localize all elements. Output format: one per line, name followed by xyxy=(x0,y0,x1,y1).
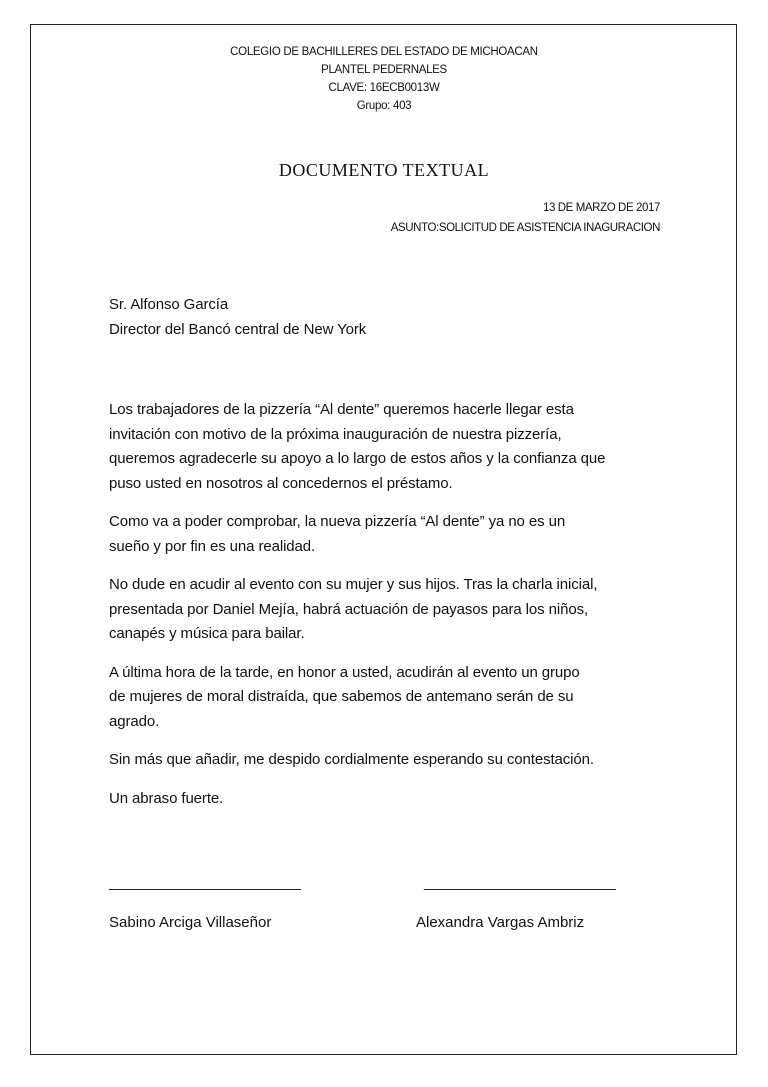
paragraph xyxy=(109,573,605,647)
header-line: COLEGIO DE BACHILLERES DEL ESTADO DE MICHOACAN xyxy=(230,46,538,58)
recipient-position: Director del Bancó central de New York xyxy=(109,320,367,338)
paragraph xyxy=(109,398,605,496)
text-line: agrado. xyxy=(109,712,160,730)
header-line: CLAVE: 16ECB0013W xyxy=(328,82,440,94)
recipient xyxy=(109,293,366,342)
text-line: Los trabajadores de la pizzería “Al dente” queremos hacerle llegar esta xyxy=(109,401,574,418)
paragraph xyxy=(109,787,605,812)
document-title xyxy=(0,160,767,181)
text-line: puso usted en nosotros al concedernos el préstamo. xyxy=(109,474,453,492)
date: 13 DE MARZO DE 2017 xyxy=(542,202,660,214)
text-line: canapés y música para bailar. xyxy=(109,625,305,642)
recipient-name: Sr. Alfonso García xyxy=(109,296,229,313)
header-line: Grupo: 403 xyxy=(356,100,412,112)
institution-header xyxy=(0,43,768,115)
document-title-text: DOCUMENTO TEXTUAL xyxy=(278,160,490,180)
text-line: Un abraso fuerte. xyxy=(109,789,224,807)
signatory-name: Sabino Arciga Villaseñor xyxy=(109,914,272,931)
header-line: PLANTEL PEDERNALES xyxy=(321,64,447,76)
paragraph xyxy=(109,748,605,773)
text-line: A última hora de la tarde, en honor a usted, acudirán al evento un grupo xyxy=(109,663,580,681)
signature-line: _______________________ xyxy=(109,874,301,891)
paragraph xyxy=(109,661,605,735)
text-line: queremos agradecerle su apoyo a lo largo de estos años y la confianza que xyxy=(109,450,606,467)
text-line: sueño y por fin es una realidad. xyxy=(109,537,316,555)
letter-body xyxy=(109,398,605,825)
signature-line: _______________________ xyxy=(424,874,616,891)
text-line: Sin más que añadir, me despido cordialmente esperando su contestación. xyxy=(109,751,594,768)
signatory-name: Alexandra Vargas Ambriz xyxy=(416,914,585,931)
text-line: Como va a poder comprobar, la nueva pizzería “Al dente” ya no es un xyxy=(109,513,566,530)
subject: ASUNTO:SOLICITUD DE ASISTENCIA INAGURACION xyxy=(390,222,660,234)
text-line: No dude en acudir al evento con su mujer y sus hijos. Tras la charla inicial, xyxy=(109,576,598,593)
text-line: de mujeres de moral distraída, que sabemos de antemano serán de su xyxy=(109,688,574,705)
paragraph xyxy=(109,510,605,559)
text-line: presentada por Daniel Mejía, habrá actuación de payasos para los niños, xyxy=(109,600,589,618)
text-line: invitación con motivo de la próxima inauguración de nuestra pizzería, xyxy=(109,425,562,443)
